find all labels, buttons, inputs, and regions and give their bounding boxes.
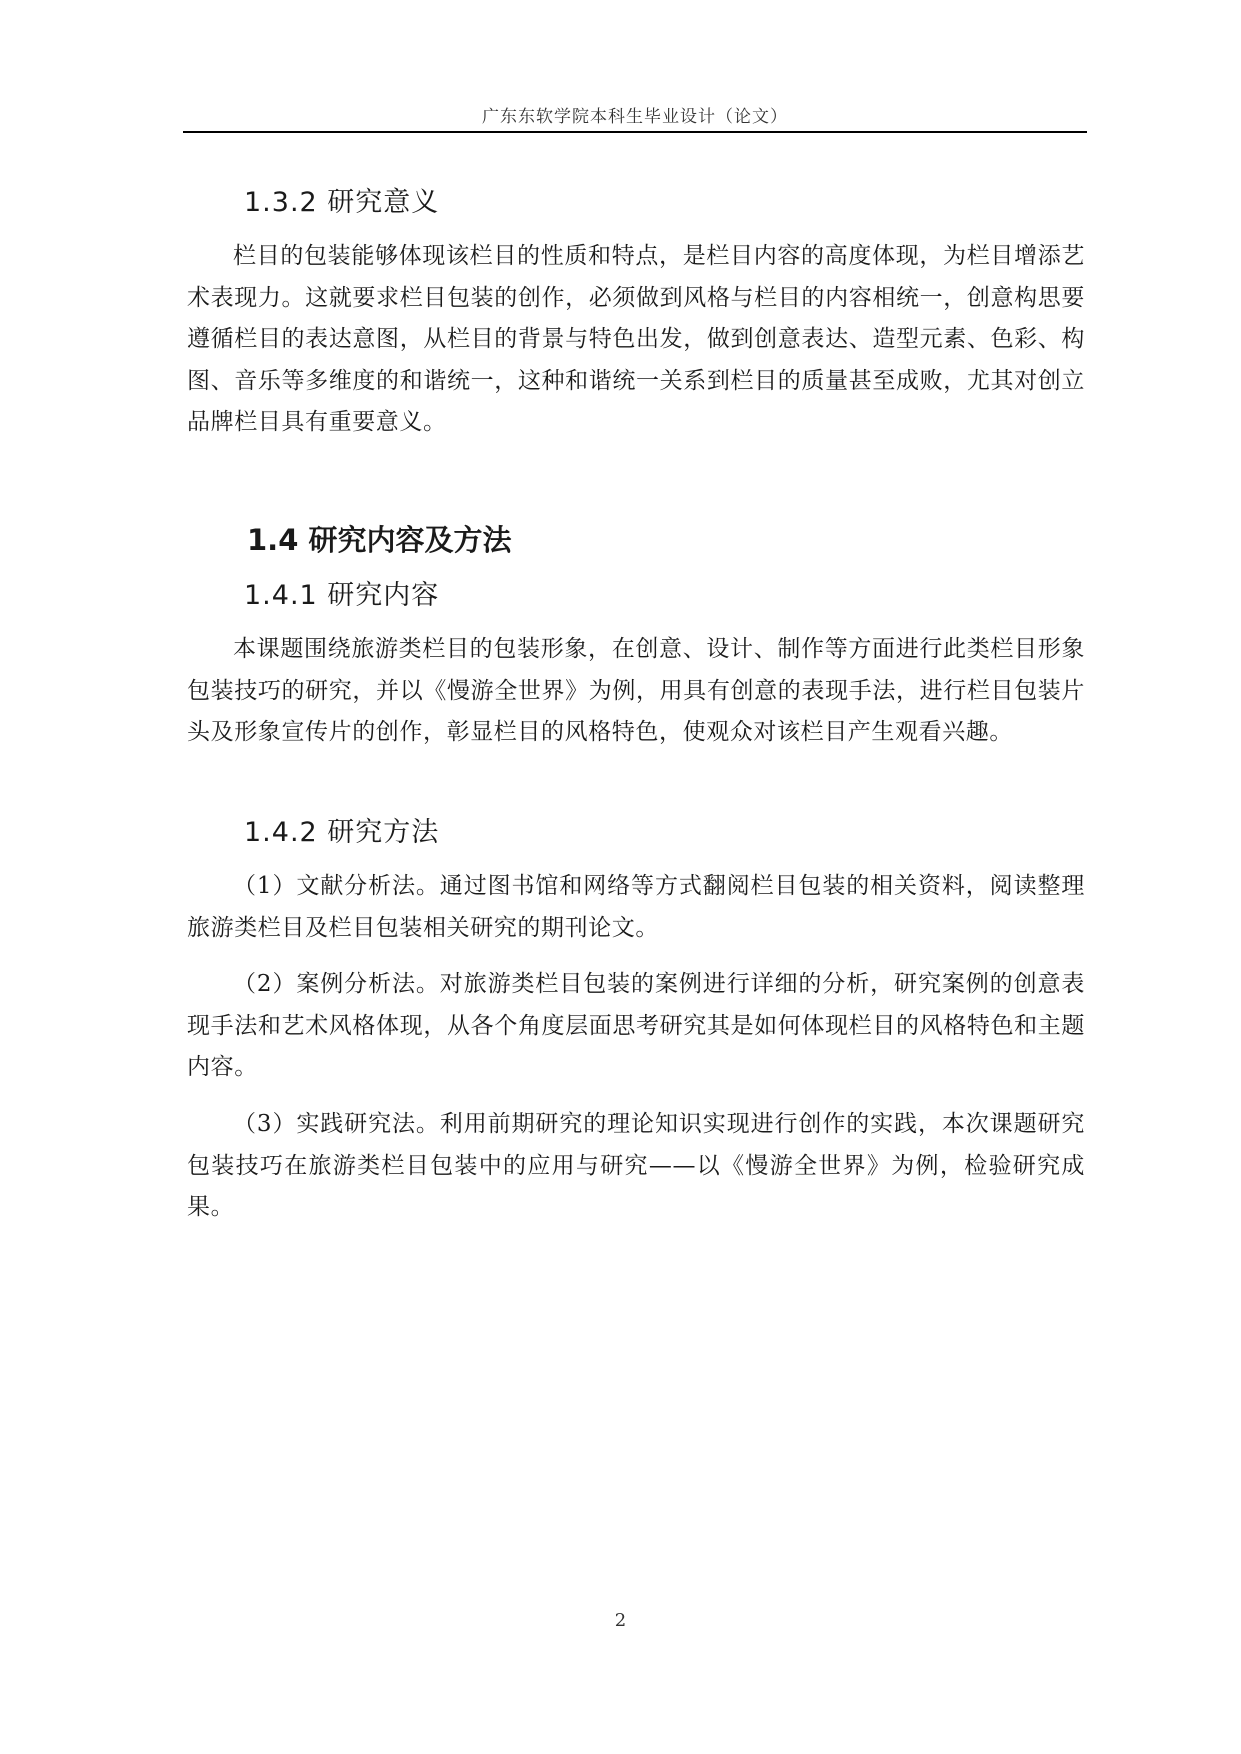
method-practice-research: （3）实践研究法。利用前期研究的理论知识实现进行创作的实践，本次课题研究包装技巧在旅游类栏目包装中的应用与研究——以《慢游全世界》为例，检验研究成果。 [187,1111,1085,1220]
running-header: 广东东软学院本科生毕业设计（论文） [482,107,788,127]
method-literature-analysis: （1）文献分析法。通过图书馆和网络等方式翻阅栏目包装的相关资料，阅读整理旅游类栏目及栏目包装相关研究的期刊论文。 [187,873,1085,941]
heading-1-4: 1.4 研究内容及方法 [247,523,512,557]
method-case-analysis: （2）案例分析法。对旅游类栏目包装的案例进行详细的分析，研究案例的创意表现手法和艺术风格体现，从各个角度层面思考研究其是如何体现栏目的风格特色和主题内容。 [187,971,1085,1080]
heading-1-4-1: 1.4.1 研究内容 [244,580,440,611]
paragraph-research-significance: 栏目的包装能够体现该栏目的性质和特点，是栏目内容的高度体现，为栏目增添艺术表现力。这就要求栏目包装的创作，必须做到风格与栏目的内容相统一，创意构思要遵循栏目的表达意图，从栏目的背景与特色出发，做到创意表达、造型元素、色彩、构图、音乐等多维度的和谐统一，这种和谐统一关系到栏目的质量甚至成败，尤其对创立品牌栏目具有重要意义。 [187,243,1085,435]
heading-1-3-2: 1.3.2 研究意义 [244,187,440,218]
page-number: 2 [614,1610,627,1631]
paragraph-research-content: 本课题围绕旅游类栏目的包装形象，在创意、设计、制作等方面进行此类栏目形象包装技巧的研究，并以《慢游全世界》为例，用具有创意的表现手法，进行栏目包装片头及形象宣传片的创作，彰显栏目的风格特色，使观众对该栏目产生观看兴趣。 [187,636,1085,745]
header-divider [183,131,1087,133]
heading-1-4-2: 1.4.2 研究方法 [244,817,440,848]
